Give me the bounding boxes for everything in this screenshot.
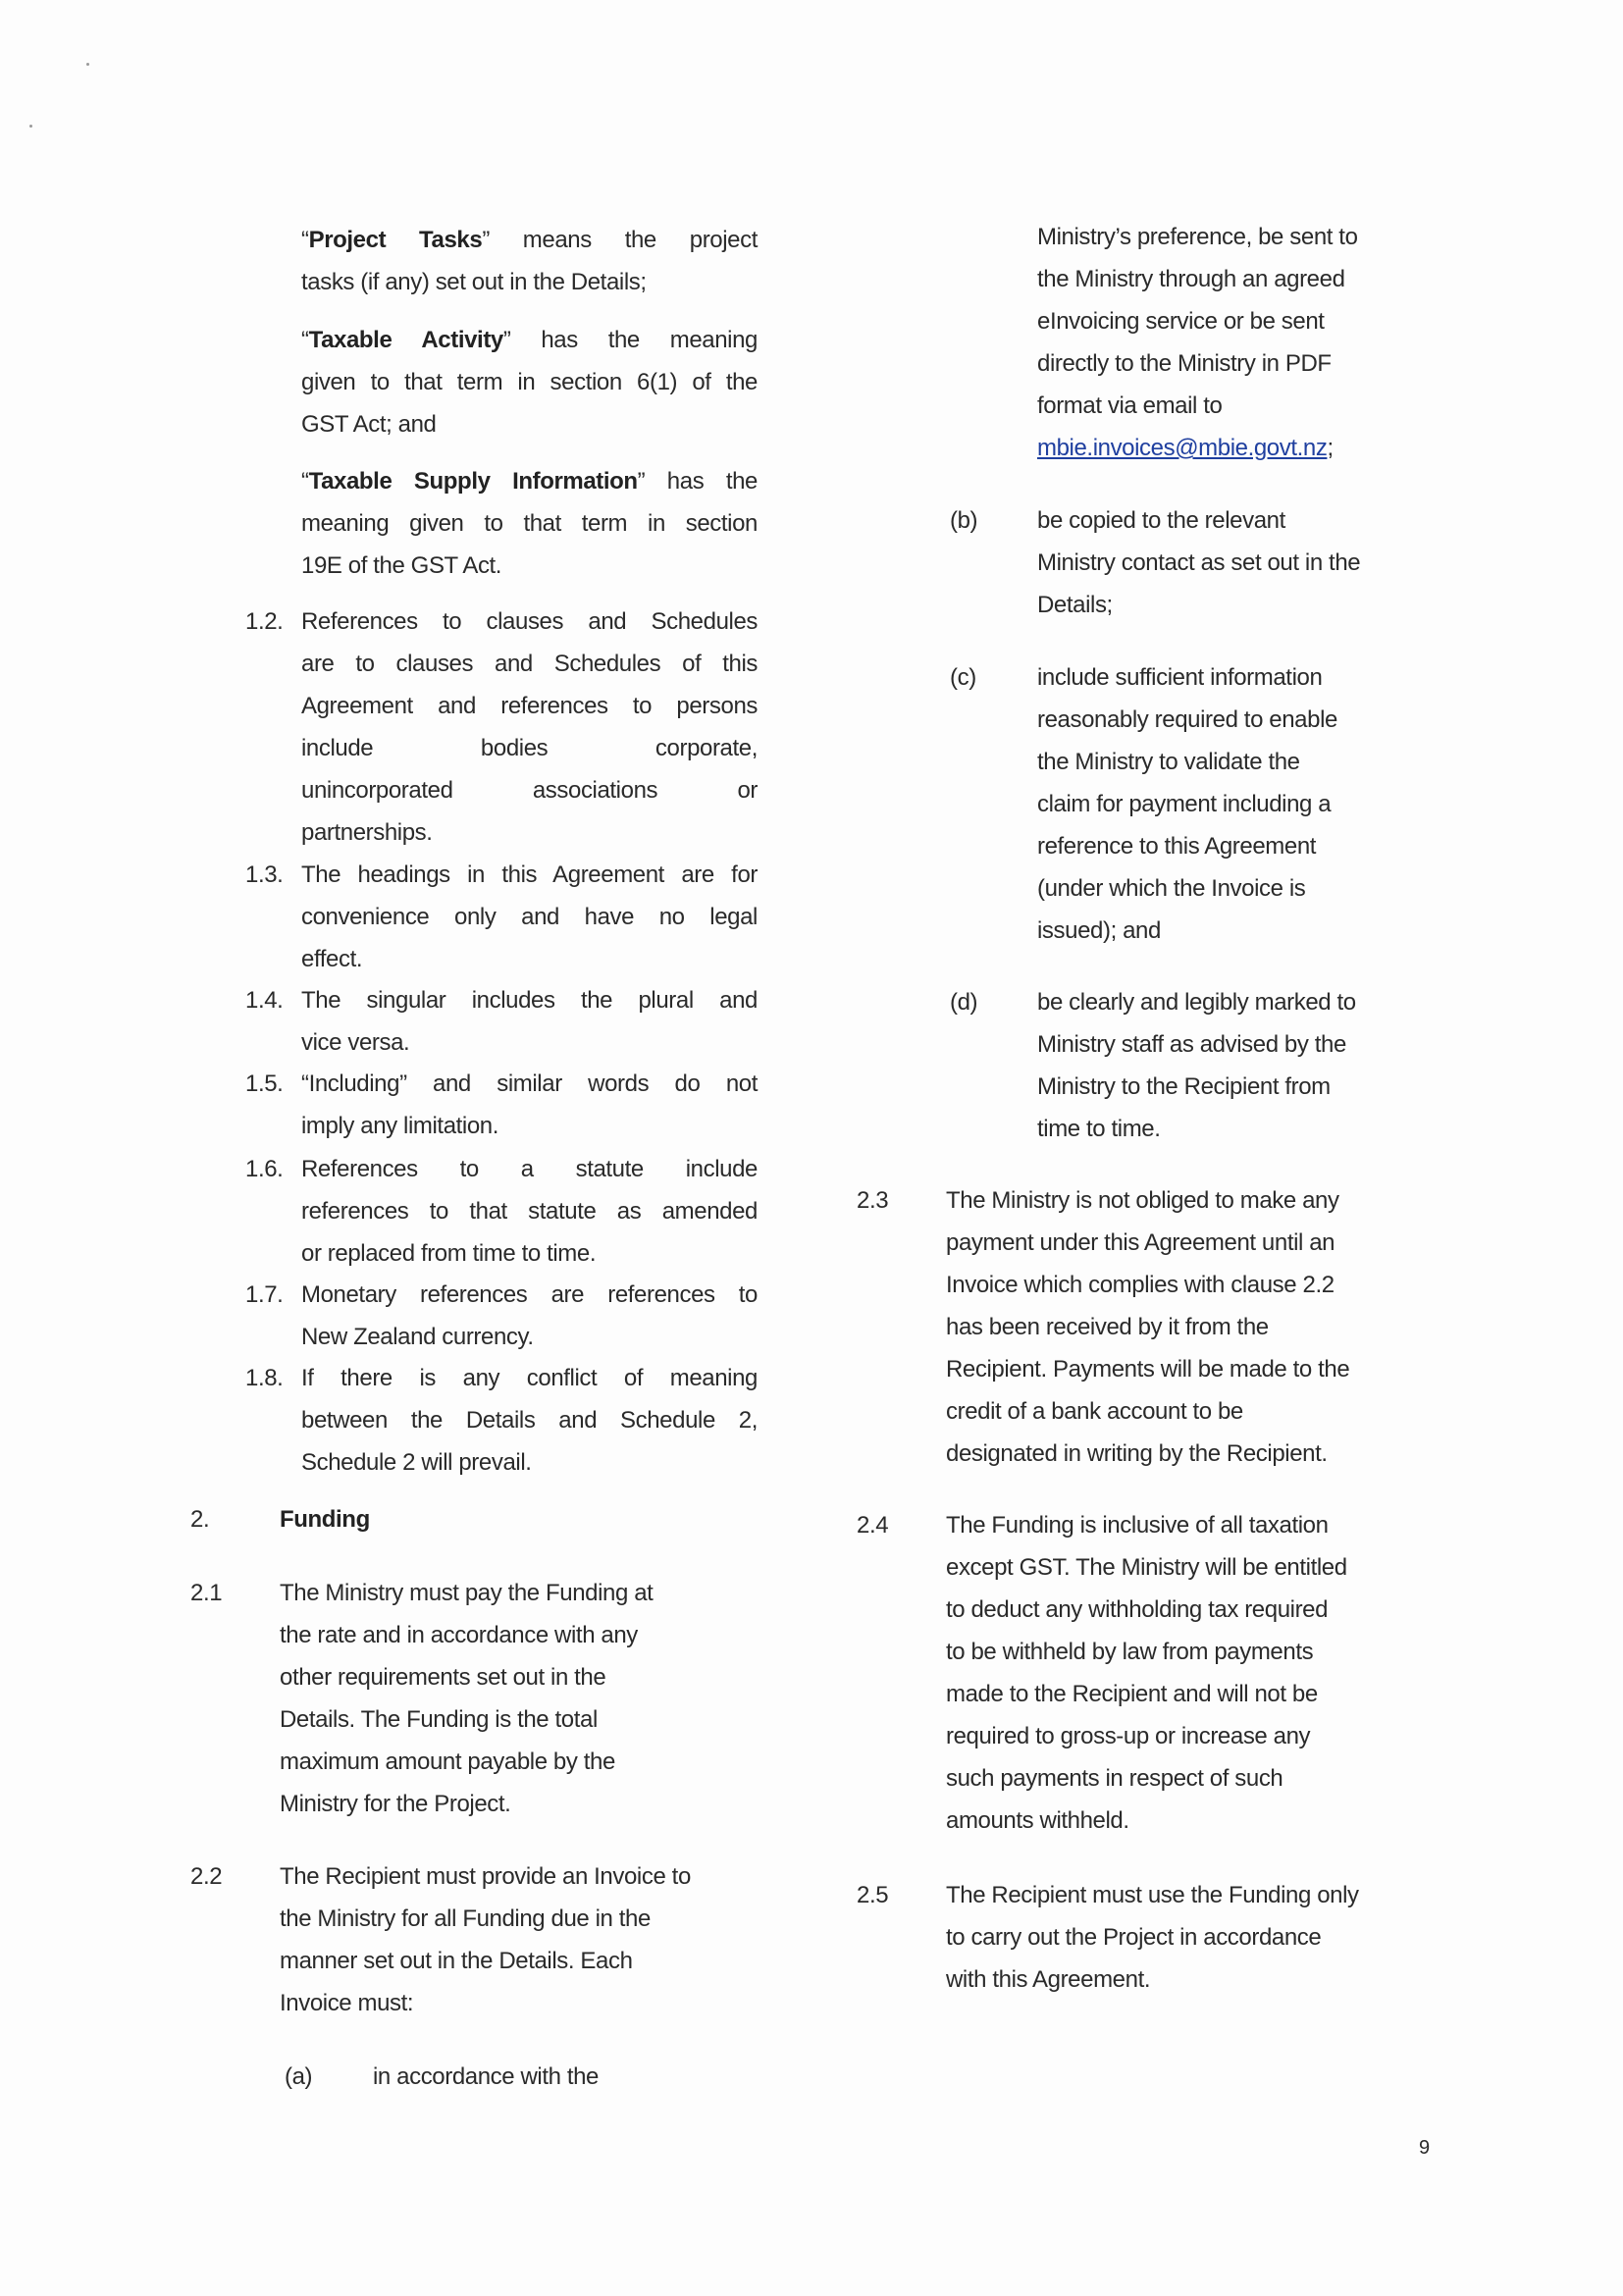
clause-number: 1.7. bbox=[245, 1281, 284, 1308]
clause-text bbox=[301, 1357, 758, 1484]
text-line: be copied to the relevant bbox=[1037, 507, 1285, 534]
text-line: References to a statute include bbox=[301, 1156, 758, 1182]
clause-text bbox=[301, 1063, 758, 1147]
text-line: If there is any conflict of meaning bbox=[301, 1365, 758, 1391]
text-line: include bodies corporate, bbox=[301, 735, 758, 761]
text-line: Ministry staff as advised by the bbox=[1037, 1031, 1346, 1058]
defined-term: Project Tasks bbox=[308, 227, 483, 253]
text-line: “Including” and similar words do not bbox=[301, 1070, 758, 1097]
defined-term: Funding bbox=[280, 1506, 370, 1533]
text-line bbox=[280, 1498, 736, 1540]
text-line: tasks (if any) set out in the Details; bbox=[301, 269, 647, 295]
clause-text bbox=[301, 319, 758, 445]
text-line: unincorporated associations or bbox=[301, 777, 758, 804]
text-line: such payments in respect of such bbox=[946, 1765, 1283, 1792]
defined-term: Taxable Activity bbox=[308, 327, 503, 353]
text-line: payment under this Agreement until an bbox=[946, 1229, 1335, 1256]
text-segment: ; bbox=[1327, 435, 1334, 461]
clause-number: 1.5. bbox=[245, 1070, 284, 1097]
text-line: meaning given to that term in section bbox=[301, 510, 758, 537]
text-line: given to that term in section 6(1) of the bbox=[301, 369, 758, 395]
text-line: The Ministry must pay the Funding at bbox=[280, 1580, 654, 1606]
clause-number: (b) bbox=[950, 507, 978, 534]
text-line: or replaced from time to time. bbox=[301, 1240, 597, 1267]
text-line: The Funding is inclusive of all taxation bbox=[946, 1512, 1329, 1539]
text-line: the Ministry for all Funding due in the bbox=[280, 1905, 651, 1932]
scan-speck bbox=[29, 125, 32, 128]
text-line: the rate and in accordance with any bbox=[280, 1622, 638, 1648]
clause-text bbox=[946, 1179, 1456, 1475]
clause-number: 2.2 bbox=[190, 1863, 223, 1890]
text-line: include sufficient information bbox=[1037, 664, 1323, 691]
text-line: References to clauses and Schedules bbox=[301, 608, 758, 635]
text-line: The Recipient must provide an Invoice to bbox=[280, 1863, 691, 1890]
defined-term: Taxable Supply Information bbox=[308, 468, 638, 495]
text-line: Schedule 2 will prevail. bbox=[301, 1449, 532, 1476]
clause-number: 1.2. bbox=[245, 608, 284, 635]
text-line: The Recipient must use the Funding only bbox=[946, 1882, 1359, 1908]
text-line: Ministry contact as set out in the bbox=[1037, 549, 1361, 576]
text-line: 19E of the GST Act. bbox=[301, 552, 502, 579]
clause-number: 2.5 bbox=[857, 1882, 889, 1908]
text-line: partnerships. bbox=[301, 819, 433, 846]
clause-text bbox=[301, 1274, 758, 1358]
clause-number: 1.4. bbox=[245, 987, 284, 1014]
text-line: credit of a bank account to be bbox=[946, 1398, 1243, 1425]
text-segment: ” has the bbox=[637, 468, 758, 495]
text-line: required to gross-up or increase any bbox=[946, 1723, 1311, 1749]
text-line: New Zealand currency. bbox=[301, 1324, 534, 1350]
text-line bbox=[1037, 427, 1547, 469]
text-line: maximum amount payable by the bbox=[280, 1748, 615, 1775]
text-line: with this Agreement. bbox=[946, 1966, 1151, 1993]
text-line: GST Act; and bbox=[301, 411, 437, 438]
clause-number: (a) bbox=[285, 2063, 313, 2090]
text-line: Monetary references are references to bbox=[301, 1281, 758, 1308]
text-line: in accordance with the bbox=[373, 2063, 600, 2090]
text-line: has been received by it from the bbox=[946, 1314, 1269, 1340]
clause-text bbox=[301, 979, 758, 1064]
text-line: the Ministry through an agreed bbox=[1037, 266, 1345, 292]
text-line: Agreement and references to persons bbox=[301, 693, 758, 719]
scan-speck bbox=[86, 63, 89, 66]
text-line: Ministry to the Recipient from bbox=[1037, 1073, 1331, 1100]
clause-text bbox=[301, 1148, 758, 1275]
text-line: except GST. The Ministry will be entitled bbox=[946, 1554, 1347, 1581]
text-line: imply any limitation. bbox=[301, 1113, 499, 1139]
clause-number: 1.6. bbox=[245, 1156, 284, 1182]
text-line bbox=[301, 319, 758, 361]
text-segment: ” means the project bbox=[482, 227, 758, 253]
text-line: convenience only and have no legal bbox=[301, 904, 758, 930]
text-line: effect. bbox=[301, 946, 363, 972]
text-segment: ” has the meaning bbox=[502, 327, 758, 353]
clause-text bbox=[301, 460, 758, 587]
text-line: Details. The Funding is the total bbox=[280, 1706, 598, 1733]
text-line: The headings in this Agreement are for bbox=[301, 861, 758, 888]
text-segment: “ bbox=[301, 227, 309, 253]
text-line: time to time. bbox=[1037, 1116, 1161, 1142]
clause-number: 2.3 bbox=[857, 1187, 889, 1214]
text-line: Ministry for the Project. bbox=[280, 1791, 511, 1817]
text-line: vice versa. bbox=[301, 1029, 410, 1056]
text-line: claim for payment including a bbox=[1037, 791, 1332, 817]
clause-text bbox=[1037, 656, 1547, 952]
text-line: format via email to bbox=[1037, 392, 1223, 419]
clause-text bbox=[301, 854, 758, 980]
text-line: directly to the Ministry in PDF bbox=[1037, 350, 1332, 377]
text-line: Invoice must: bbox=[280, 1990, 414, 2016]
clause-text bbox=[280, 1498, 736, 1540]
text-line: to be withheld by law from payments bbox=[946, 1639, 1314, 1665]
text-line: manner set out in the Details. Each bbox=[280, 1948, 633, 1974]
text-line: to deduct any withholding tax required bbox=[946, 1596, 1329, 1623]
clause-number: 2. bbox=[190, 1506, 210, 1533]
clause-text bbox=[301, 600, 758, 854]
clause-text bbox=[1037, 981, 1547, 1150]
text-line bbox=[301, 219, 758, 261]
text-line: Invoice which complies with clause 2.2 bbox=[946, 1272, 1335, 1298]
clause-number: 1.8. bbox=[245, 1365, 284, 1391]
text-segment: “ bbox=[301, 468, 309, 495]
text-segment: “ bbox=[301, 327, 309, 353]
text-line: reasonably required to enable bbox=[1037, 706, 1337, 733]
text-line: designated in writing by the Recipient. bbox=[946, 1440, 1328, 1467]
clause-text bbox=[946, 1504, 1456, 1842]
text-line: eInvoicing service or be sent bbox=[1037, 308, 1325, 335]
text-line: made to the Recipient and will not be bbox=[946, 1681, 1318, 1707]
text-line: Ministry’s preference, be sent to bbox=[1037, 224, 1358, 250]
text-line: (under which the Invoice is bbox=[1037, 875, 1306, 902]
text-line: The singular includes the plural and bbox=[301, 987, 758, 1014]
email-link[interactable]: mbie.invoices@mbie.govt.nz bbox=[1037, 435, 1328, 461]
text-line bbox=[301, 460, 758, 502]
clause-number: 1.3. bbox=[245, 861, 284, 888]
clause-text bbox=[373, 2056, 829, 2098]
clause-text bbox=[1037, 216, 1547, 469]
text-line: The Ministry is not obliged to make any bbox=[946, 1187, 1339, 1214]
clause-number: (c) bbox=[950, 664, 976, 691]
text-line: Details; bbox=[1037, 592, 1113, 618]
text-line: Recipient. Payments will be made to the bbox=[946, 1356, 1350, 1383]
clause-number: 2.1 bbox=[190, 1580, 223, 1606]
text-line: amounts withheld. bbox=[946, 1807, 1129, 1834]
text-line: other requirements set out in the bbox=[280, 1664, 606, 1691]
clause-text bbox=[280, 1572, 736, 1825]
text-line: issued); and bbox=[1037, 917, 1161, 944]
clause-text bbox=[280, 1855, 736, 2024]
text-line: reference to this Agreement bbox=[1037, 833, 1317, 860]
text-line: to carry out the Project in accordance bbox=[946, 1924, 1322, 1951]
text-line: between the Details and Schedule 2, bbox=[301, 1407, 758, 1434]
clause-text bbox=[1037, 499, 1547, 626]
text-line: be clearly and legibly marked to bbox=[1037, 989, 1356, 1016]
clause-text bbox=[301, 219, 758, 303]
clause-number: (d) bbox=[950, 989, 978, 1016]
text-line: references to that statute as amended bbox=[301, 1198, 758, 1225]
clause-text bbox=[946, 1874, 1456, 2001]
text-line: the Ministry to validate the bbox=[1037, 749, 1300, 775]
text-line: are to clauses and Schedules of this bbox=[301, 651, 758, 677]
page-number: 9 bbox=[1419, 2137, 1430, 2159]
clause-number: 2.4 bbox=[857, 1512, 889, 1539]
